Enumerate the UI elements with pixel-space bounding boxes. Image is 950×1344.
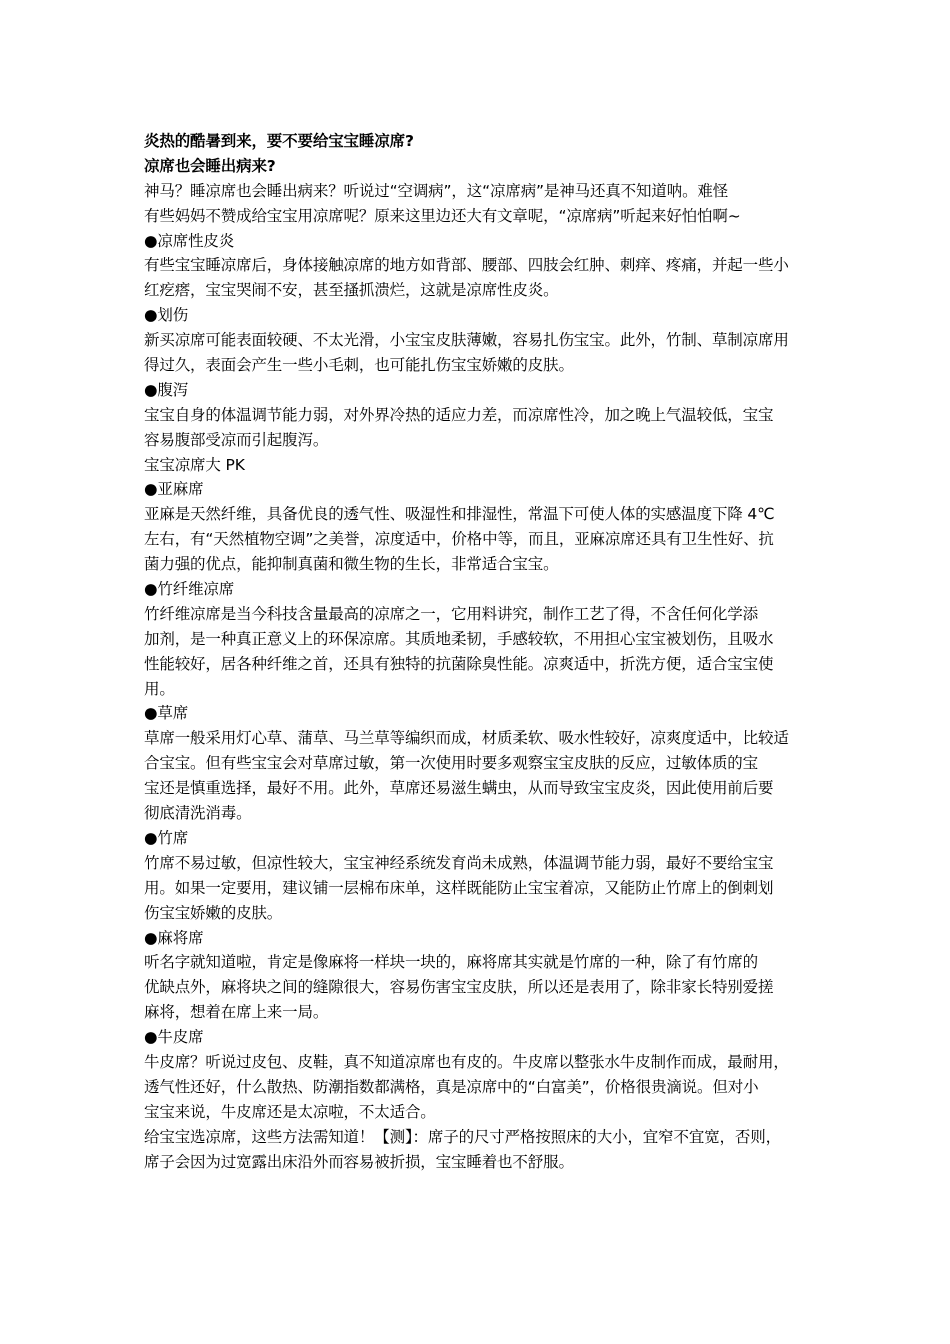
text-line: 有些宝宝睡凉席后，身体接触凉席的地方如背部、腰部、四肢会红肿、刺痒、疼痛，并起一些小 — [144, 256, 789, 275]
text-line: ●草席 — [144, 704, 189, 723]
text-line: ●牛皮席 — [144, 1028, 204, 1047]
text-line: ●凉席性皮炎 — [144, 231, 235, 250]
text-line: 宝还是慎重选择，最好不用。此外，草席还易滋生螨虫，从而导致宝宝皮炎，因此使用前后要 — [144, 779, 774, 798]
text-line: 牛皮席？听说过皮包、皮鞋，真不知道凉席也有皮的。牛皮席以整张水牛皮制作而成，最耐用， — [144, 1052, 789, 1071]
text-line: 亚麻是天然纤维，具备优良的透气性、吸湿性和排湿性，常温下可使人体的实感温度下降 4℃ — [144, 505, 775, 524]
text-line: ●麻将席 — [144, 928, 204, 947]
text-line: ●腹泻 — [144, 380, 189, 399]
text-line: 神马？睡凉席也会睡出病来？听说过“空调病”，这“凉席病”是神马还真不知道呐。难怪 — [144, 181, 729, 200]
text-line: 草席一般采用灯心草、蒲草、马兰草等编织而成，材质柔软、吸水性较好，凉爽度适中，比较适 — [144, 729, 789, 748]
text-line: ●亚麻席 — [144, 480, 204, 499]
heading-line: 炎热的酷暑到来，要不要给宝宝睡凉席? — [144, 132, 414, 150]
text-line: 左右，有“天然植物空调”之美誉，凉度适中，价格中等，而且，亚麻凉席还具有卫生性好、抗 — [144, 530, 774, 549]
text-line: 有些妈妈不赞成给宝宝用凉席呢？原来这里边还大有文章呢，“凉席病”听起来好怕怕啊~ — [144, 206, 741, 225]
text-line: 给宝宝选凉席，这些方法需知道！【测】：席子的尺寸严格按照床的大小，宜窄不宜宽，否则， — [144, 1127, 781, 1146]
text-line: ●竹席 — [144, 828, 189, 847]
text-line: 性能较好，居各种纤维之首，还具有独特的抗菌除臭性能。凉爽适中，折洗方便，适合宝宝使 — [144, 654, 774, 673]
text-line: 用。 — [144, 679, 175, 698]
text-line: 透气性还好，什么散热、防潮指数都满格，真是凉席中的“白富美”，价格很贵滴说。但对小 — [144, 1077, 759, 1096]
text-line: 合宝宝。但有些宝宝会对草席过敏，第一次使用时要多观察宝宝皮肤的反应，过敏体质的宝 — [144, 754, 759, 773]
text-line: 新买凉席可能表面较硬、不太光滑，小宝宝皮肤薄嫩，容易扎伤宝宝。此外，竹制、草制凉席用 — [144, 331, 789, 350]
text-line: 红疙瘩，宝宝哭闹不安，甚至搔抓溃烂，这就是凉席性皮炎。 — [144, 281, 559, 300]
article-body — [144, 129, 814, 1174]
heading-line: 凉席也会睡出病来? — [144, 156, 276, 175]
text-line: 得过久，表面会产生一些小毛刺，也可能扎伤宝宝娇嫩的皮肤。 — [144, 356, 574, 375]
text-line: 宝宝自身的体温调节能力弱，对外界冷热的适应力差，而凉席性冷，加之晚上气温较低，宝宝 — [144, 405, 774, 424]
text-line: 加剂，是一种真正意义上的环保凉席。其质地柔韧，手感较软，不用担心宝宝被划伤，且吸水 — [144, 629, 774, 648]
text-line: 菌力强的优点，能抑制真菌和微生物的生长，非常适合宝宝。 — [144, 555, 559, 574]
text-line: 竹纤维凉席是当今科技含量最高的凉席之一，它用料讲究，制作工艺了得，不含任何化学添 — [144, 604, 759, 623]
text-line: 容易腹部受凉而引起腹泻。 — [144, 430, 329, 449]
text-line: 宝宝来说，牛皮席还是太凉啦，不太适合。 — [144, 1102, 436, 1121]
text-line: 用。如果一定要用，建议铺一层棉布床单，这样既能防止宝宝着凉，又能防止竹席上的倒刺划 — [144, 878, 774, 897]
text-line: 优缺点外，麻将块之间的缝隙很大，容易伤害宝宝皮肤，所以还是表用了，除非家长特别爱搓 — [144, 978, 774, 997]
text-line: 麻将，想着在席上来一局。 — [144, 1003, 329, 1022]
text-line: 席子会因为过宽露出床沿外而容易被折损，宝宝睡着也不舒服。 — [144, 1152, 574, 1171]
text-line: 宝宝凉席大 PK — [144, 455, 245, 474]
text-line: 伤宝宝娇嫩的皮肤。 — [144, 903, 283, 922]
text-line: 听名字就知道啦，肯定是像麻将一样块一块的，麻将席其实就是竹席的一种，除了有竹席的 — [144, 953, 759, 972]
text-line: 竹席不易过敏，但凉性较大，宝宝神经系统发育尚未成熟，体温调节能力弱，最好不要给宝宝 — [144, 853, 774, 872]
text-line: ●划伤 — [144, 306, 189, 325]
text-line: ●竹纤维凉席 — [144, 580, 235, 599]
text-line: 彻底清洗消毒。 — [144, 804, 252, 823]
